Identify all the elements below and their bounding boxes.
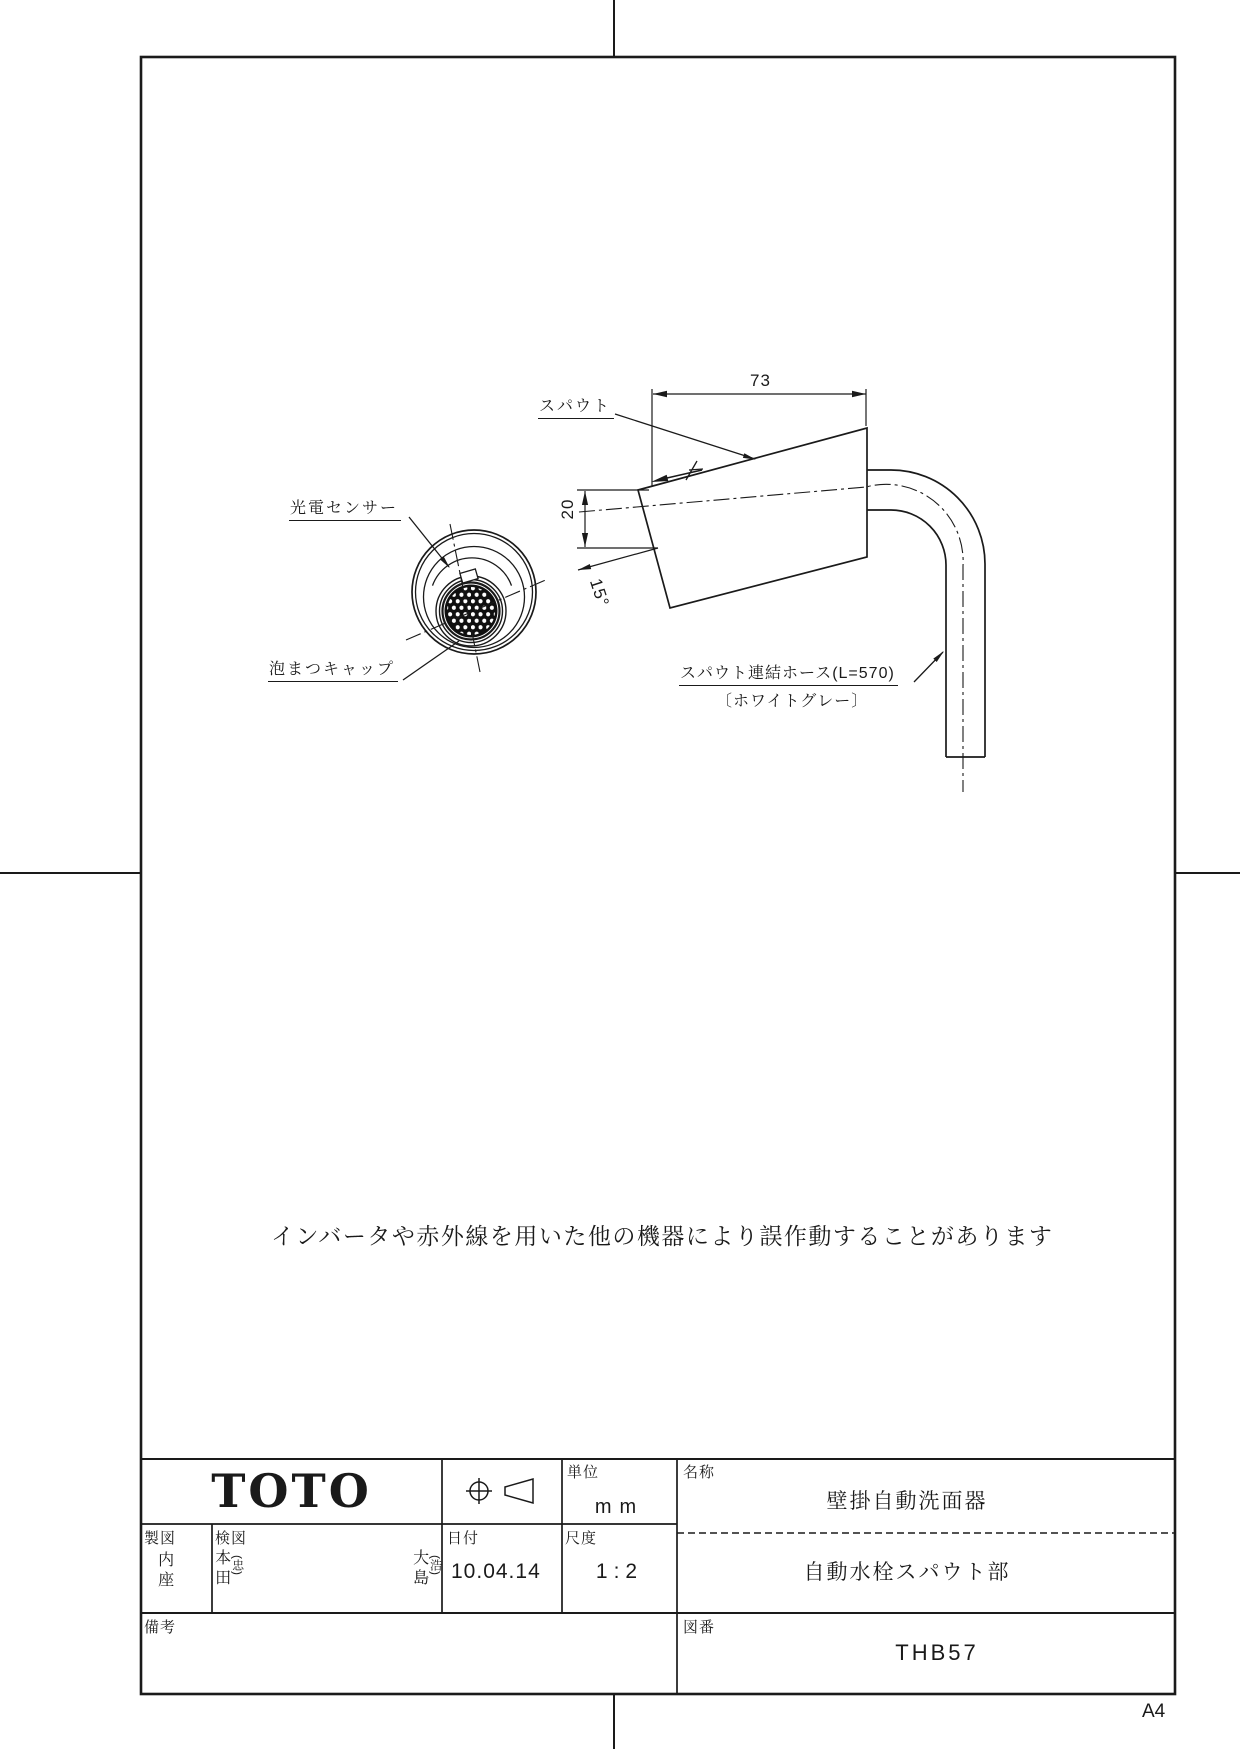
check-stamp-1-name: 本田 (212, 1549, 230, 1589)
check-stamp-2-name: 大島 (410, 1549, 428, 1589)
check-stamp-1-seal: (忠) (230, 1555, 245, 1575)
hose-outer-line (867, 470, 985, 757)
drafting-stamp (155, 1551, 173, 1591)
spout-body-outline (638, 428, 867, 608)
drawing-no-label: 図番 (683, 1619, 716, 1636)
unit-value: mm (594, 1496, 645, 1518)
hose-centerline (579, 484, 963, 792)
spout-front-view (406, 524, 548, 672)
check-label: 検図 (215, 1530, 248, 1547)
date-label: 日付 (447, 1530, 480, 1547)
check-stamp-2-seal: (浩) (428, 1555, 443, 1575)
name-label: 名称 (683, 1464, 716, 1481)
paper-size: A4 (1142, 1701, 1166, 1722)
date-value: 10.04.14 (451, 1560, 541, 1583)
toto-logo: TOTO (211, 1464, 372, 1518)
dimension-15deg: 15° (586, 576, 613, 610)
remarks-label: 備考 (144, 1619, 177, 1636)
hose-label: スパウト連結ホース(L=570) (679, 660, 898, 686)
dimension-20: 20 (558, 498, 577, 520)
dimension-73: 73 (750, 371, 771, 390)
projection-symbol-icon (466, 1478, 533, 1504)
unit-label: 単位 (567, 1464, 600, 1481)
drafting-stamp-name: 内座 (155, 1551, 173, 1591)
scale-label: 尺度 (565, 1530, 598, 1547)
caution-note: インバータや赤外線を用いた他の機器により誤作動することがあります (271, 1223, 1054, 1249)
check-stamp-2 (410, 1549, 442, 1589)
sensor-notch (460, 569, 478, 583)
hose-color-label: 〔ホワイトグレー〕 (716, 693, 869, 710)
product-name: 壁掛自動洗面器 (826, 1490, 988, 1513)
drafting-label: 製図 (144, 1530, 177, 1547)
photoelectric-sensor-label: 光電センサー (289, 495, 401, 521)
hose-inner-line (867, 510, 946, 757)
spout-label: スパウト (538, 393, 614, 419)
scale-value: 1:2 (595, 1560, 644, 1583)
drawing-no-value: THB57 (895, 1640, 979, 1665)
check-stamp-1 (212, 1549, 244, 1589)
aerator-cap-label: 泡まつキャップ (268, 656, 398, 682)
spout-side-view (579, 428, 985, 792)
part-name: 自動水栓スパウト部 (803, 1561, 1011, 1584)
